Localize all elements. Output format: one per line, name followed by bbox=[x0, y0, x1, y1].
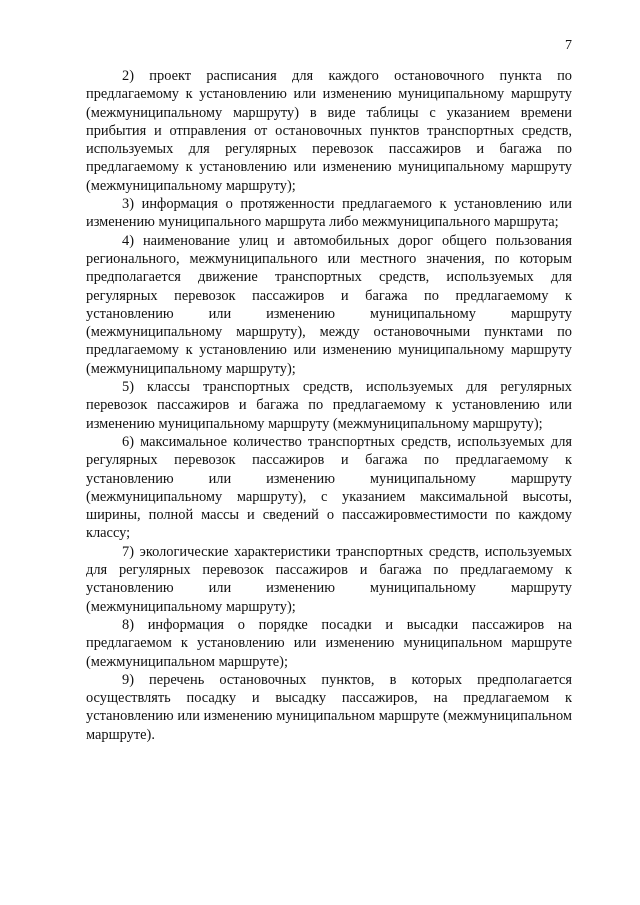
paragraph-item-5: 5) классы транспортных средств, используемых для регулярных перевозок пассажиров и багажа по предлагаемому к установлению или изменению муниципальному маршруту (межмуниципальному маршруту); bbox=[86, 379, 572, 432]
page-number: 7 bbox=[565, 38, 572, 53]
paragraph-item-9: 9) перечень остановочных пунктов, в которых предполагается осуществлять посадку и высадку пассажиров, на предлагаемом к установлению или изменению муниципальном маршруте (межмуниципальном маршруте). bbox=[86, 671, 572, 743]
paragraph-item-7: 7) экологические характеристики транспортных средств, используемых для регулярных перевозок пассажиров и багажа по предлагаемому к установлению или изменению муниципальному маршруту (межмуниципальному маршруту); bbox=[86, 543, 572, 615]
paragraph-item-6: 6) максимальное количество транспортных средств, используемых для регулярных перевозок пассажиров и багажа по предлагаемому к установлению или изменению муниципальному маршруту (межмуниципальному маршруту), с указанием максимальной высоты, ширины, полной массы и сведений о пассажировместимости по каждому классу; bbox=[86, 433, 572, 542]
paragraph-item-2: 2) проект расписания для каждого остановочного пункта по предлагаемому к установлению или изменению муниципальному маршруту (межмуниципальному маршруту) в виде таблицы с указанием времени прибытия и отправления от остановочных пунктов транспортных средств, используемых для регулярных перевозок пассажиров и багажа по предлагаемому к установлению или изменению муниципальному маршруту (межмуниципальному маршруту); bbox=[86, 68, 572, 194]
paragraph-item-4: 4) наименование улиц и автомобильных дорог общего пользования регионального, межмуниципального или местного значения, по которым предполагается движение транспортных средств, используемых для регулярных перевозок пассажиров и багажа по предлагаемому к установлению или изменению муниципальному маршруту (межмуниципальному маршруту), между остановочными пунктами по предлагаемому к установлению или изменению муниципальному маршруту (межмуниципальному маршруту); bbox=[86, 232, 572, 377]
paragraph-item-3: 3) информация о протяженности предлагаемого к установлению или изменению муниципального маршрута либо межмуниципального маршрута; bbox=[86, 196, 572, 231]
paragraph-item-8: 8) информация о порядке посадки и высадки пассажиров на предлагаемом к установлению или изменению муниципальном маршруте (межмуниципальном маршруте); bbox=[86, 616, 572, 670]
document-body bbox=[86, 67, 572, 744]
